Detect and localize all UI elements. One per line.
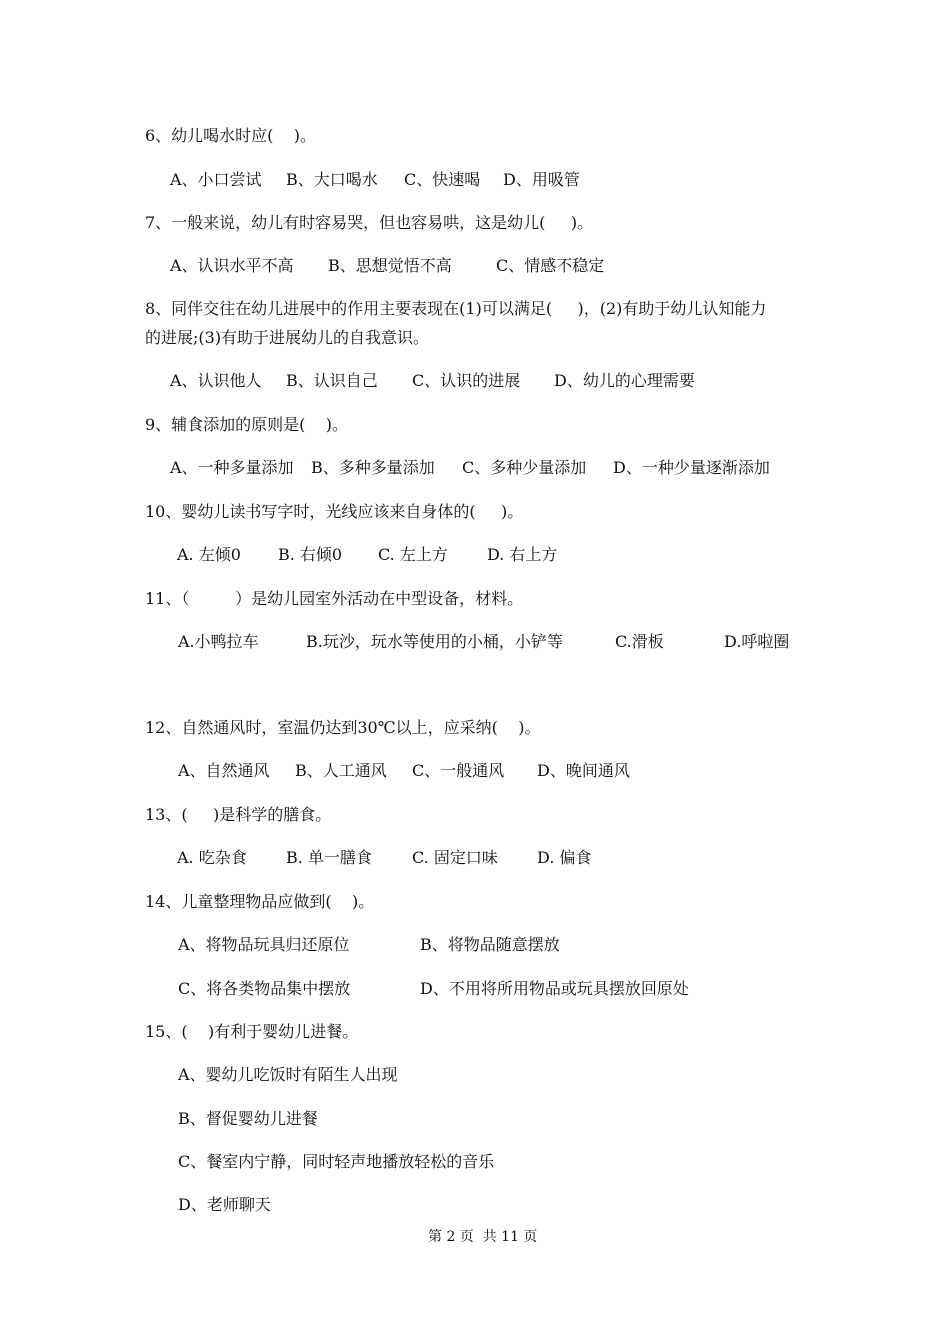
- page-number-footer: 第 2 页 共 11 页: [428, 1229, 538, 1245]
- question-8-option-c: C、认识的进展: [412, 371, 521, 390]
- question-13-stem: 13、( )是科学的膳食。: [145, 805, 332, 824]
- question-13-option-c: C. 固定口味: [412, 848, 498, 867]
- question-15-option-d: D、老师聊天: [178, 1195, 271, 1214]
- question-11-stem: 11、（ ）是幼儿园室外活动在中型设备，材料。: [145, 589, 524, 608]
- question-11-option-b: B.玩沙，玩水等使用的小桶，小铲等: [306, 632, 563, 651]
- question-10-option-d: D. 右上方: [487, 545, 558, 564]
- question-8-stem-continued: 的进展;(3)有助于进展幼儿的自我意识。: [145, 328, 430, 347]
- question-14-option-d: D、不用将所用物品或玩具摆放回原处: [420, 979, 689, 998]
- question-10-stem: 10、婴幼儿读书写字时，光线应该来自身体的( )。: [145, 502, 524, 521]
- question-11-option-a: A.小鸭拉车: [178, 632, 259, 651]
- question-7-stem: 7、一般来说，幼儿有时容易哭，但也容易哄，这是幼儿( )。: [145, 213, 594, 232]
- question-15-option-c: C、餐室内宁静，同时轻声地播放轻松的音乐: [178, 1152, 495, 1171]
- question-12-option-c: C、一般通风: [412, 761, 505, 780]
- question-8-option-a: A、认识他人: [170, 371, 262, 390]
- question-14-option-a: A、将物品玩具归还原位: [178, 935, 350, 954]
- question-10-option-c: C. 左上方: [378, 545, 448, 564]
- question-12-stem: 12、自然通风时，室温仍达到30℃以上，应采纳( )。: [145, 718, 541, 737]
- question-10-option-a: A. 左倾0: [177, 545, 241, 564]
- question-13-option-a: A. 吃杂食: [177, 848, 247, 867]
- question-11-option-d: D.呼啦圈: [724, 632, 790, 651]
- question-9-option-a: A、一种多量添加: [170, 458, 294, 477]
- question-9-option-c: C、多种少量添加: [462, 458, 587, 477]
- question-8-option-b: B、认识自己: [286, 371, 378, 390]
- question-10-option-b: B. 右倾0: [278, 545, 343, 564]
- question-14-option-c: C、将各类物品集中摆放: [178, 979, 351, 998]
- question-6-stem: 6、幼儿喝水时应( )。: [145, 126, 317, 145]
- question-12-option-d: D、晚间通风: [537, 761, 630, 780]
- question-15-option-a: A、婴幼儿吃饭时有陌生人出现: [178, 1065, 398, 1084]
- question-14-option-b: B、将物品随意摆放: [420, 935, 560, 954]
- question-6-option-c: C、快速喝: [404, 170, 481, 189]
- question-12-option-a: A、自然通风: [178, 761, 270, 780]
- question-15-option-b: B、督促婴幼儿进餐: [178, 1109, 318, 1128]
- question-7-option-a: A、认识水平不高: [170, 256, 294, 275]
- question-7-option-b: B、思想觉悟不高: [328, 256, 452, 275]
- question-6-option-a: A、小口尝试: [170, 170, 262, 189]
- question-8-option-d: D、幼儿的心理需要: [554, 371, 695, 390]
- question-13-option-b: B. 单一膳食: [286, 848, 372, 867]
- question-11-option-c: C.滑板: [615, 632, 664, 651]
- question-9-option-b: B、多种多量添加: [311, 458, 435, 477]
- question-9-stem: 9、辅食添加的原则是( )。: [145, 415, 349, 434]
- question-8-stem: 8、同伴交往在幼儿进展中的作用主要表现在(1)可以满足( )，(2)有助于幼儿认知能力: [145, 299, 767, 318]
- question-7-option-c: C、情感不稳定: [496, 256, 605, 275]
- question-12-option-b: B、人工通风: [295, 761, 387, 780]
- question-6-option-d: D、用吸管: [503, 170, 580, 189]
- question-14-stem: 14、儿童整理物品应做到( )。: [145, 892, 375, 911]
- question-13-option-d: D. 偏食: [537, 848, 592, 867]
- question-6-option-b: B、大口喝水: [286, 170, 378, 189]
- question-15-stem: 15、( )有利于婴幼儿进餐。: [145, 1022, 359, 1041]
- question-9-option-d: D、一种少量逐渐添加: [613, 458, 770, 477]
